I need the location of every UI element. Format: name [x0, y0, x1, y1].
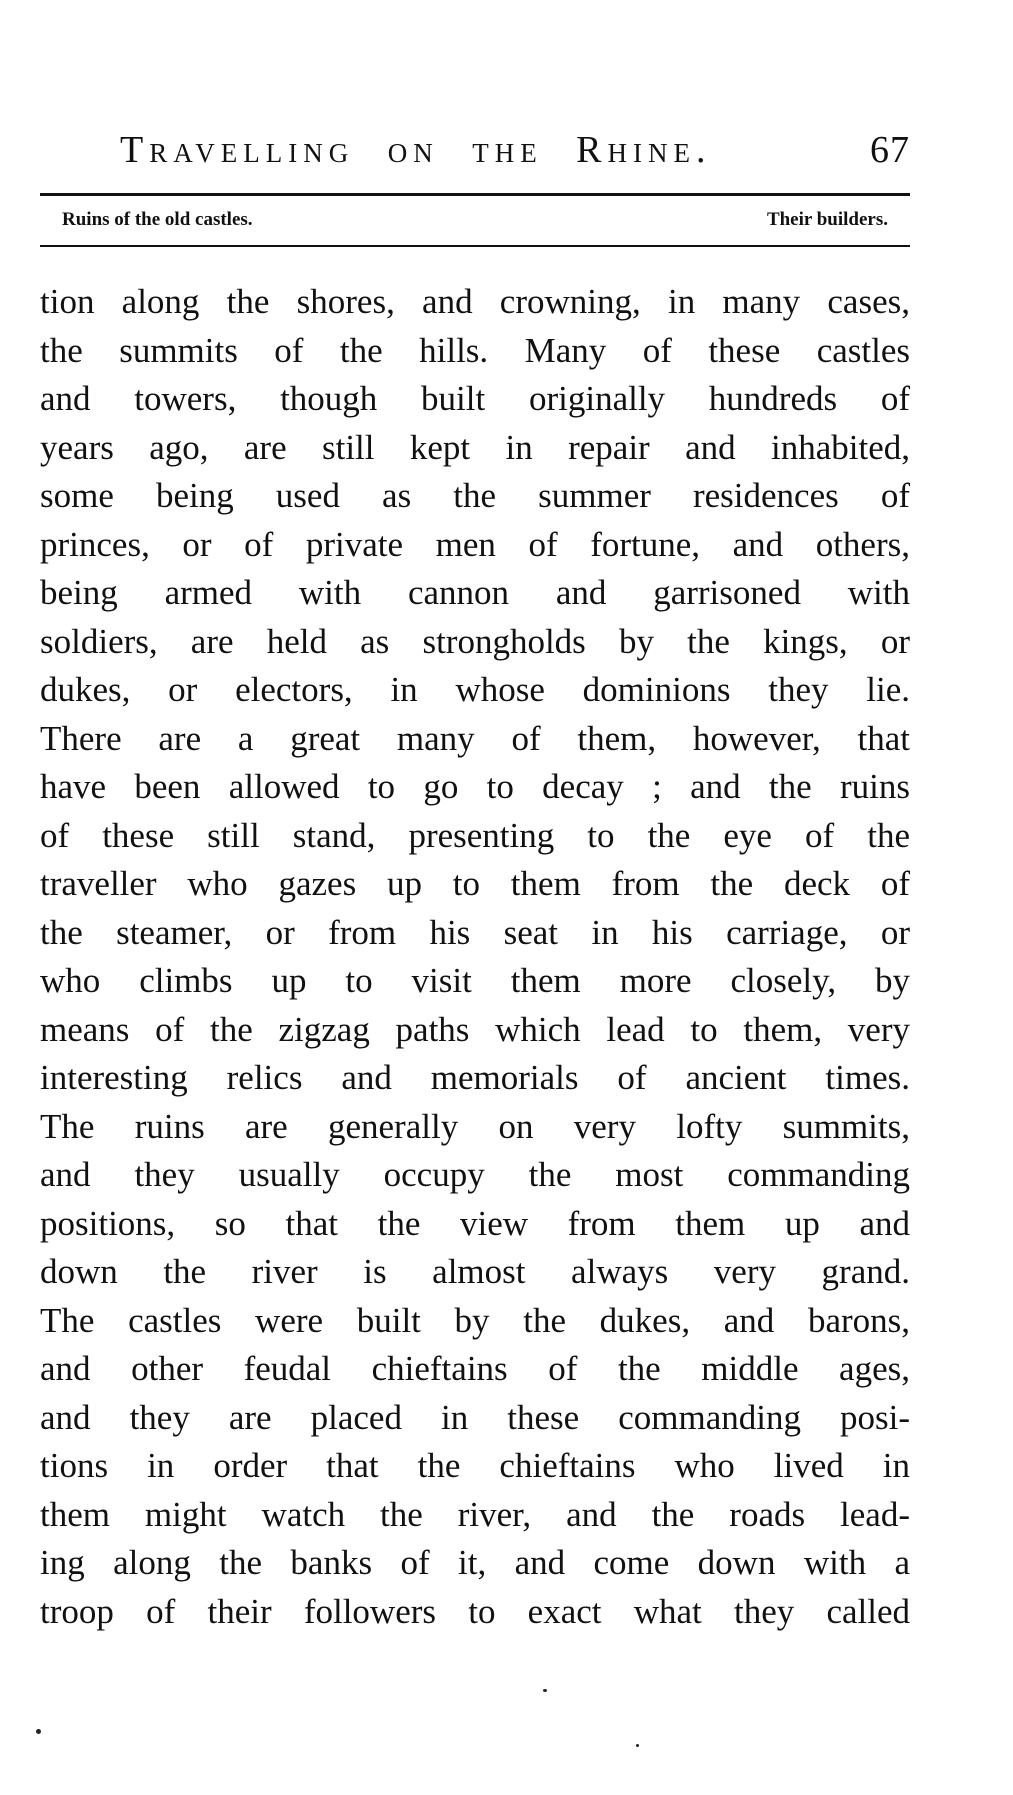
subhead-right: Their builders.	[766, 209, 888, 230]
page-number: 67	[870, 129, 910, 171]
text-line: of these still stand, presenting to the eye of the	[40, 815, 910, 855]
marginal-subheads	[62, 209, 888, 231]
text-line: them might watch the river, and the roads lead-	[40, 1494, 910, 1534]
header-rule-top	[40, 193, 910, 196]
text-line: and they usually occupy the most commanding	[40, 1155, 910, 1194]
print-speck	[543, 1689, 547, 1692]
text-line: the summits of the hills. Many of these castles	[40, 330, 910, 370]
text-line: ing along the banks of it, and come down with a	[40, 1543, 910, 1582]
text-line: and they are placed in these commanding posi-	[40, 1397, 910, 1437]
text-line: the steamer, or from his seat in his carriage, or	[40, 912, 910, 952]
text-line: traveller who gazes up to them from the deck of	[40, 864, 910, 903]
text-line: have been allowed to go to decay ; and the ruins	[40, 767, 910, 806]
text-line: princes, or of private men of fortune, and others,	[40, 524, 910, 564]
text-line: and other feudal chieftains of the middle ages,	[40, 1349, 910, 1388]
text-line: interesting relics and memorials of ancient times.	[40, 1058, 910, 1097]
running-head-title: Travelling on the Rhine.	[120, 129, 712, 171]
text-line: and towers, though built originally hundreds of	[40, 379, 910, 418]
print-speck	[36, 1729, 41, 1734]
running-head	[120, 128, 910, 172]
text-line: down the river is almost always very grand.	[40, 1252, 910, 1291]
text-line: some being used as the summer residences of	[40, 476, 910, 515]
text-line: positions, so that the view from them up and	[40, 1203, 910, 1243]
body-text	[40, 278, 910, 1636]
text-line: who climbs up to visit them more closely, by	[40, 961, 910, 1000]
text-line: means of the zigzag paths which lead to them, very	[40, 1009, 910, 1049]
header-rule-bottom	[40, 245, 910, 247]
text-line: soldiers, are held as strongholds by the kings, or	[40, 621, 910, 661]
subhead-left: Ruins of the old castles.	[62, 209, 253, 230]
text-line: tion along the shores, and crowning, in many cases,	[40, 282, 910, 321]
print-speck	[636, 1744, 639, 1747]
text-line: troop of their followers to exact what they called	[40, 1591, 910, 1631]
text-line: dukes, or electors, in whose dominions they lie.	[40, 670, 910, 709]
text-line: being armed with cannon and garrisoned with	[40, 573, 910, 612]
text-line: years ago, are still kept in repair and inhabited,	[40, 427, 910, 467]
text-line: tions in order that the chieftains who lived in	[40, 1446, 910, 1485]
text-line: The castles were built by the dukes, and barons,	[40, 1300, 910, 1340]
text-line: The ruins are generally on very lofty summits,	[40, 1106, 910, 1146]
text-line: There are a great many of them, however, that	[40, 718, 910, 758]
